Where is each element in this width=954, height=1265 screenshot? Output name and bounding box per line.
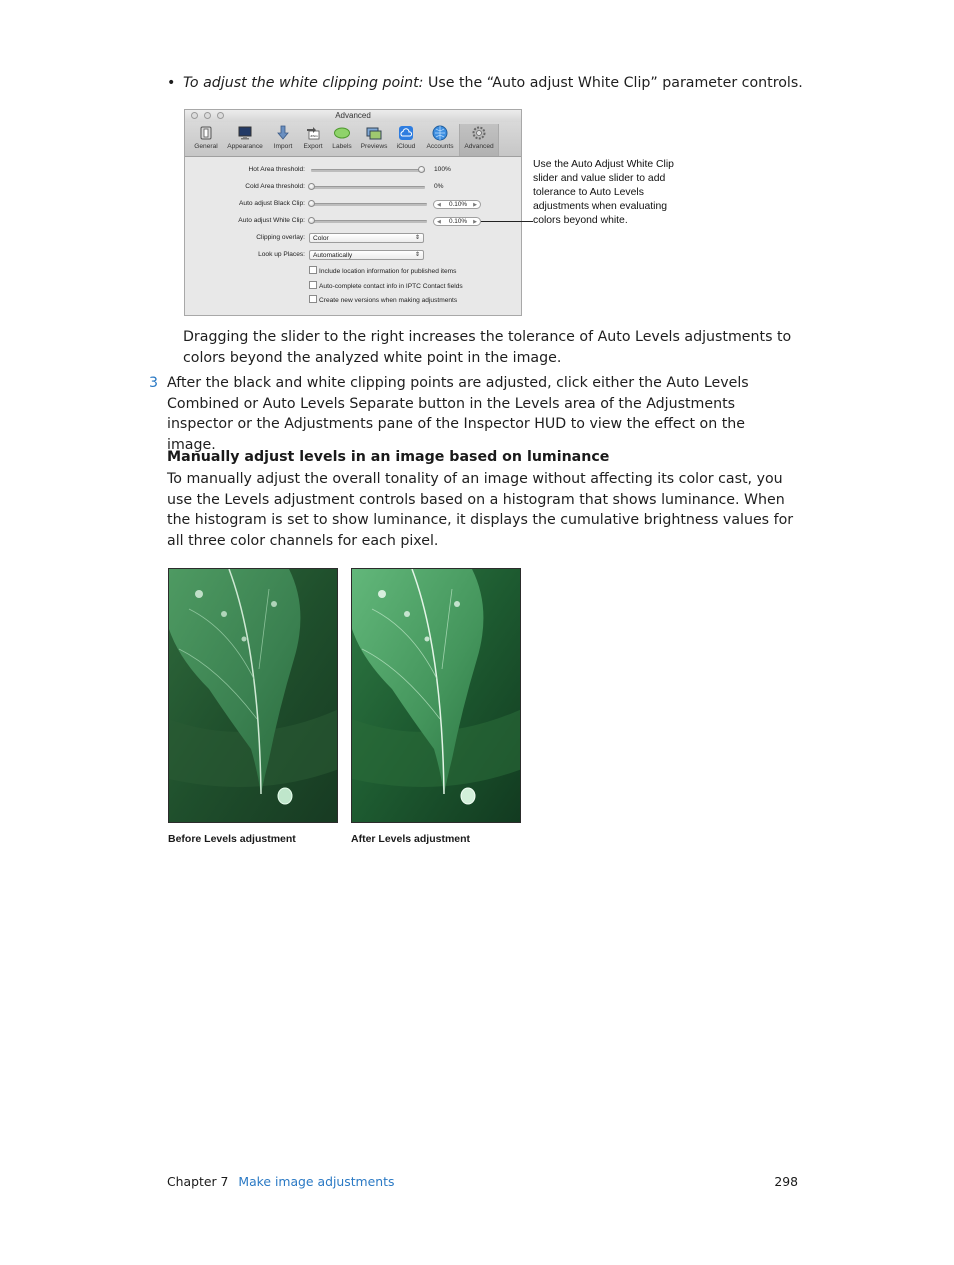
toolbar-accounts[interactable]: Accounts — [422, 124, 458, 156]
toolbar-labels[interactable]: Labels — [328, 124, 356, 156]
general-icon — [198, 125, 214, 141]
black-clip-stepper[interactable] — [433, 200, 481, 209]
black-clip-value: 0.10% — [448, 201, 468, 208]
clipping-overlay-label: Clipping overlay: — [256, 234, 305, 241]
advanced-settings-pane — [185, 157, 521, 315]
bullet-symbol: • — [167, 75, 176, 91]
chapter-number: Chapter 7 — [167, 1174, 229, 1189]
page-number: 298 — [774, 1174, 798, 1189]
toolbar-import[interactable]: Import — [268, 124, 298, 156]
toolbar-advanced[interactable]: Advanced — [459, 124, 499, 156]
white-clip-slider-knob[interactable] — [308, 217, 315, 224]
cold-area-label: Cold Area threshold: — [245, 183, 305, 190]
footer-chapter — [167, 1174, 394, 1189]
look-up-places-popup[interactable] — [309, 250, 424, 260]
checkbox-include-location[interactable]: Include location information for published items — [309, 266, 456, 275]
clipping-overlay-value: Color — [313, 235, 329, 242]
step-text: After the black and white clipping points are adjusted, click either the Auto Levels Combined or Auto Levels Separate button in the Levels area of the Adjustments inspector or the Adjustments pane of the Inspector HUD to view the effect on the image. — [167, 375, 749, 453]
toolbar-icloud[interactable]: iCloud — [392, 124, 420, 156]
checkbox-auto-complete-contact[interactable]: Auto-complete contact info in IPTC Contact fields — [309, 281, 463, 290]
labels-icon — [334, 125, 350, 141]
chapter-title-link[interactable]: Make image adjustments — [238, 1174, 395, 1189]
window-titlebar — [185, 110, 521, 122]
cold-area-slider-knob[interactable] — [308, 183, 315, 190]
cold-area-slider[interactable] — [311, 186, 425, 189]
toolbar-appearance[interactable]: Appearance — [225, 124, 265, 156]
checkbox-create-new-versions[interactable]: Create new versions when making adjustments — [309, 295, 457, 304]
black-clip-slider[interactable] — [311, 203, 427, 206]
popup-arrows-icon: ⇕ — [414, 235, 420, 241]
look-up-places-value: Automatically — [313, 252, 353, 259]
hot-area-slider[interactable] — [311, 169, 425, 172]
toolbar-previews[interactable]: Previews — [357, 124, 391, 156]
leaf-image — [169, 569, 338, 823]
export-icon — [305, 125, 321, 141]
callout-leader-line — [481, 221, 533, 222]
caption-before: Before Levels adjustment — [168, 833, 296, 845]
checkbox-box[interactable] — [309, 295, 317, 303]
checkbox-box[interactable] — [309, 266, 317, 274]
previews-icon — [366, 125, 382, 141]
increment-arrow-icon[interactable]: ▶ — [473, 219, 477, 225]
black-clip-slider-knob[interactable] — [308, 200, 315, 207]
look-up-places-label: Look up Places: — [258, 251, 305, 258]
caption-after: After Levels adjustment — [351, 833, 471, 845]
hot-area-value: 100% — [434, 166, 451, 173]
accounts-icon — [432, 125, 448, 141]
paragraph-slider-effect: Dragging the slider to the right increases the tolerance of Auto Levels adjustments to colors beyond the analyzed white point in the image. — [183, 329, 792, 366]
advanced-icon — [471, 125, 487, 141]
appearance-icon — [237, 125, 253, 141]
cold-area-value: 0% — [434, 183, 444, 190]
step-item — [149, 373, 797, 455]
callout-text: Use the Auto Adjust White Clip slider and value slider to add tolerance to Auto Levels adjustments when evaluating colors beyond white. — [533, 159, 674, 226]
toolbar-general[interactable]: General — [189, 124, 223, 156]
section-heading: Manually adjust levels in an image based on luminance — [167, 449, 610, 465]
hot-area-slider-knob[interactable] — [418, 166, 425, 173]
toolbar-export[interactable]: JPEG Export — [298, 124, 328, 156]
white-clip-label: Auto adjust White Clip: — [238, 217, 305, 224]
black-clip-label: Auto adjust Black Clip: — [239, 200, 305, 207]
checkbox-box[interactable] — [309, 281, 317, 289]
step-number: 3 — [149, 375, 159, 391]
decrement-arrow-icon[interactable]: ◀ — [437, 219, 441, 225]
bullet-text: Use the “Auto adjust White Clip” parameter controls. — [423, 75, 803, 91]
leaf-image — [352, 569, 521, 823]
clipping-overlay-popup[interactable] — [309, 233, 424, 243]
preferences-toolbar — [185, 122, 521, 157]
white-clip-stepper[interactable] — [433, 217, 481, 226]
white-clip-value: 0.10% — [448, 218, 468, 225]
import-icon — [275, 125, 291, 141]
bullet-lead: To adjust the white clipping point: — [183, 75, 424, 91]
increment-arrow-icon[interactable]: ▶ — [473, 202, 477, 208]
bullet-item — [167, 73, 807, 94]
svg-text:JPEG: JPEG — [310, 134, 318, 138]
paragraph-luminance: To manually adjust the overall tonality of an image without affecting its color cast, you use the Levels adjustment controls based on a histogram that shows luminance. When the histogram is set to show luminance, it displays the cumulative brightness values for all three color channels for each pixel. — [167, 471, 794, 549]
window-title: Advanced — [335, 111, 371, 120]
before-levels-photo — [168, 568, 338, 823]
icloud-icon — [398, 125, 414, 141]
hot-area-label: Hot Area threshold: — [248, 166, 305, 173]
popup-arrows-icon: ⇕ — [414, 252, 420, 258]
preferences-window-screenshot — [184, 109, 522, 316]
white-clip-slider[interactable] — [311, 220, 427, 223]
decrement-arrow-icon[interactable]: ◀ — [437, 202, 441, 208]
after-levels-photo — [351, 568, 521, 823]
